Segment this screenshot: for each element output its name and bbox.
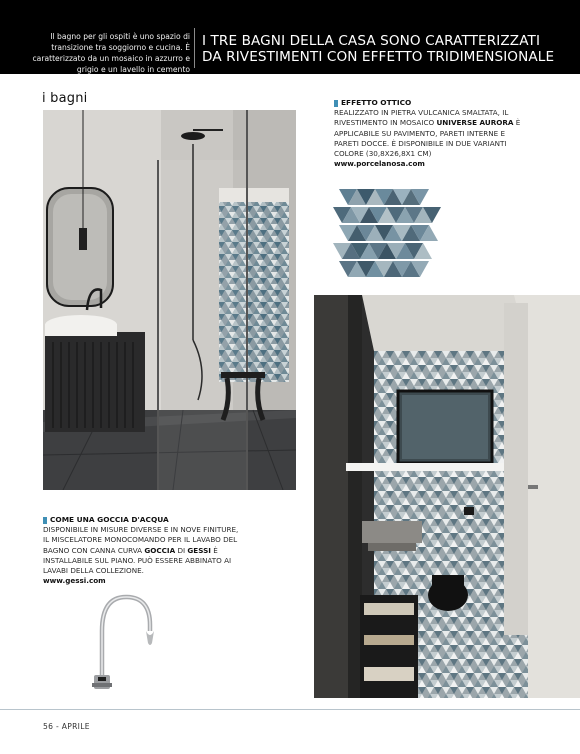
- product-note-tile-body: [334, 108, 532, 159]
- headline-line-2: DA RIVESTIMENTI CON EFFETTO TRIDIMENSIONALE: [202, 49, 555, 65]
- guest-bathroom-photo: [314, 295, 580, 698]
- bathroom-shower-photo: [43, 110, 296, 490]
- faucet-text-before: DISPONIBILE IN MISURE DIVERSE E IN NOVE FINITURE, IL MISCELATORE MONOCOMANDO PER IL LAVABO DEL BAGNO CON CANNA CURVA: [43, 525, 239, 555]
- faucet-product-name: GOCCIA: [144, 545, 176, 555]
- accent-marker: [334, 100, 338, 107]
- tile-text-before: REALIZZATO IN PIETRA VULCANICA SMALTATA, IL RIVESTIMENTO IN MOSAICO: [334, 108, 509, 128]
- header-intro-text: Il bagno per gli ospiti è uno spazio di transizione tra soggiorno e cucina. È caratterizzato da un mosaico in azzurro e grigio e un lavello in cemento: [32, 32, 190, 74]
- faucet-text-middle: DI: [175, 545, 188, 555]
- header-divider: [194, 28, 195, 68]
- mosaic-tile-swatch: [333, 187, 441, 279]
- faucet-product-image: [88, 591, 160, 693]
- section-label: i bagni: [42, 91, 88, 106]
- headline-line-1: I TRE BAGNI DELLA CASA SONO CARATTERIZZATI: [202, 33, 541, 49]
- product-note-faucet-body: [43, 525, 243, 576]
- product-note-faucet-title: [43, 515, 243, 525]
- faucet-title-text: COME UNA GOCCIA D'ACQUA: [50, 515, 169, 524]
- faucet-brand-name: GESSI: [187, 545, 211, 555]
- product-note-tile: [334, 98, 532, 169]
- header-headline: [202, 33, 572, 65]
- faucet-url-link[interactable]: www.gessi.com: [43, 576, 106, 586]
- product-note-tile-title: [334, 98, 532, 108]
- accent-marker: [43, 517, 47, 524]
- tile-url-link[interactable]: www.porcelanosa.com: [334, 159, 425, 169]
- footer-rule: [0, 709, 580, 710]
- tile-product-name: UNIVERSE AURORA: [436, 118, 514, 128]
- page-folio: 56 - APRILE: [43, 722, 90, 731]
- tile-title-text: EFFETTO OTTICO: [341, 98, 412, 107]
- faucet-text-after: È INSTALLABILE SUL PIANO. PUÒ ESSERE ABBINATO AI LAVABI DELLA COLLEZIONE.: [43, 545, 232, 576]
- header-band: [0, 0, 580, 74]
- tile-text-after: È APPLICABILE SU PAVIMENTO, PARETI INTERNE E PARETI DOCCE. È DISPONIBILE IN DUE VARIANTI COLORE (30,8X26,8X1 CM): [334, 118, 521, 159]
- product-note-faucet: [43, 515, 243, 586]
